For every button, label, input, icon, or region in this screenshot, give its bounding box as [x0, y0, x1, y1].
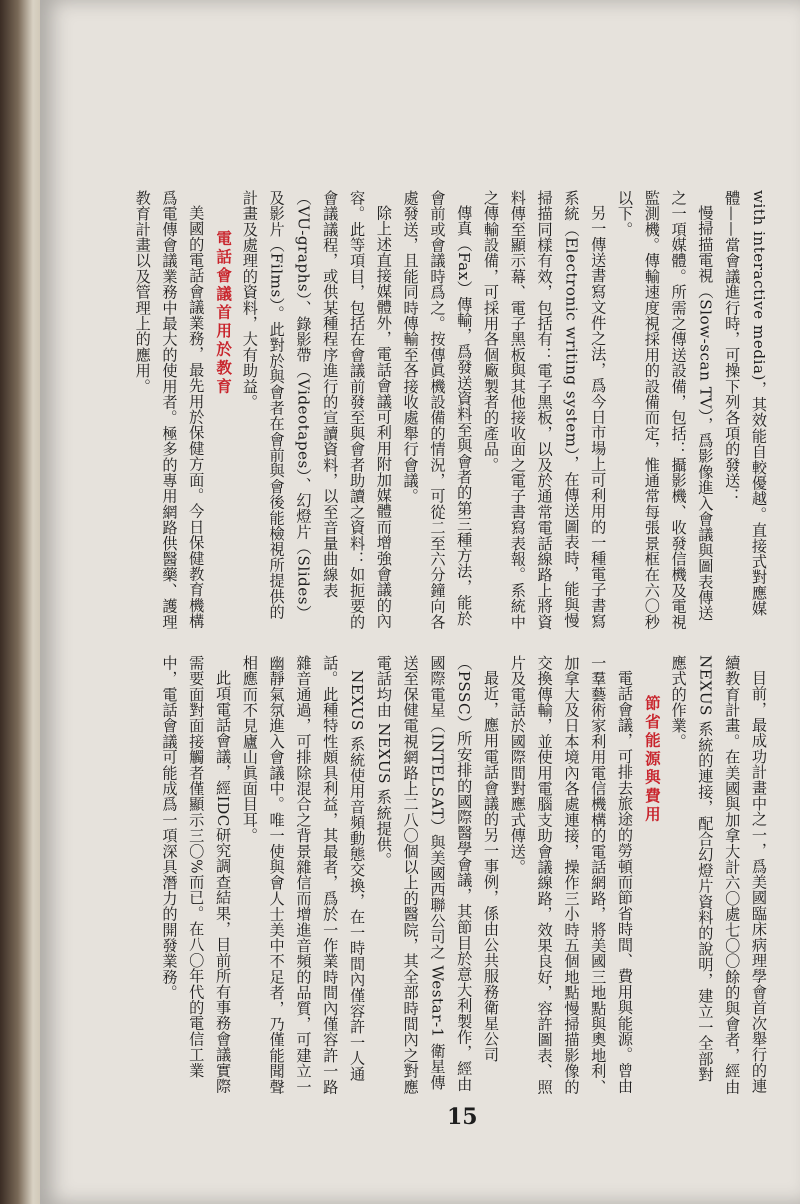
section-heading: 電話會議首用於教育 — [214, 229, 234, 396]
paragraph: 美國的電話會議業務，最先用於保健方面。今日保健教育機構爲電傳會議業務中最大的使用者。極多的專用網路供醫藥、護理教育計畫以及管理上的應用。 — [133, 190, 206, 630]
paragraph: 另一傳送書寫文件之法，爲今日市場上可利用的一種電子書寫系統（Electronic writing system），在傳送圖表時，能與慢掃描同樣有效，包括有：電子黑板，以及於通常電話線路上將資料傳至顯示幕、電子黑板與其他接收面之電子書寫表報。系統中之傳輸設備，可採用各個廠製者的產品。 — [482, 190, 608, 630]
paragraph: 傳真（Fax）傳輸，爲發送資料至與會者的第三種方法，能於會前或會議時爲之。按傳眞機設備的情況，可從二至六分鐘向各處發送，且能同時傳輸至各接收處舉行會議。 — [401, 190, 474, 630]
page-number: 15 — [447, 1104, 478, 1130]
section-heading: 節省能源與費用 — [642, 694, 662, 824]
book-page — [40, 0, 800, 1204]
paragraph: with interactive media)，其效能自較優越。直接式對應媒體——當會議進行時，可操下列各項的發送： — [723, 190, 768, 617]
bottom-text-section — [112, 655, 772, 1095]
top-text-section — [112, 190, 772, 630]
paragraph: NEXUS 系統使用音頻動態交換，在一時間內僅容許一人通話。此種特性頗具利益，其最者，爲於一作業時間內僅容許一路雜音通過，可排除混合之背景雜信而增進音頻的品質，可建立一幽靜氣氛進入會議中。唯一使與會人士美中不足者，乃僅能聞聲相應而不見廬山眞面目耳。 — [240, 655, 367, 1095]
paragraph: 此項電話會議，經IDC研究調查結果，目前所有事務會議實際需要面對面接觸者僅顯示三〇%而已。在八〇年代的電信工業中，電話會議可能成爲一項深具潛力的開發業務。 — [160, 655, 233, 1094]
paragraph: 除上述直接媒體外，電話會議可利用附加媒體而增強會議的內容。此等項目，包括在會議前發至與會者助讀之資料：如扼要的會議議程，或供某種程序進行的宣讀資料，以至音量曲線表（VU-graphs）、錄影帶（Videotapes）、幻燈片（Slides）及影片（Films）。此對於與會者在會前與會後能檢視所提供的計畫及處理的資料，大有助益。 — [240, 190, 393, 630]
paragraph: 慢掃描電視（Slow-scan TV），爲影像進入會議與圖表傳送之一項媒體。所需之傳送設備，包括：攝影機、收發信機及電視監測機。傳輸速度視採用的設備而定，惟通常每張景框在六〇秒以下。 — [616, 190, 715, 630]
paragraph: 最近，應用電話會議的另一事例，係由公共服務衛星公司（PSSC）所安排的國際醫學會議，其節目於意大利製作，經由國際電星（INTELSAT）與美國西聯公司之 Westar-1 衛星傳送至保健電視網路上二八〇個以上的醫院，其全部時間內之對應電話均由 NEXUS 系統提供。 — [374, 655, 501, 1095]
paragraph: 電話會議，可排去旅途的勞頓而節省時間、費用與能源。曾由一羣藝術家利用電信機構的電話網路，將美國三地點與奧地利、加拿大及日本境內各處連接，操作三小時五個地點慢掃描影像的交換傳輸，並使用電腦支助會議線路，效果良好，容許圖表、照片及電話於國際間對應式傳送。 — [508, 655, 635, 1095]
paragraph: 目前，最成功計畫中之一，爲美國臨床病理學會首次舉行的連續教育計畫。在美國與加拿大計六〇處七〇〇餘的與會者，經由 NEXUS 系統的連接，配合幻燈片資料的說明，建立一全部對應式的作業。 — [669, 655, 768, 1095]
